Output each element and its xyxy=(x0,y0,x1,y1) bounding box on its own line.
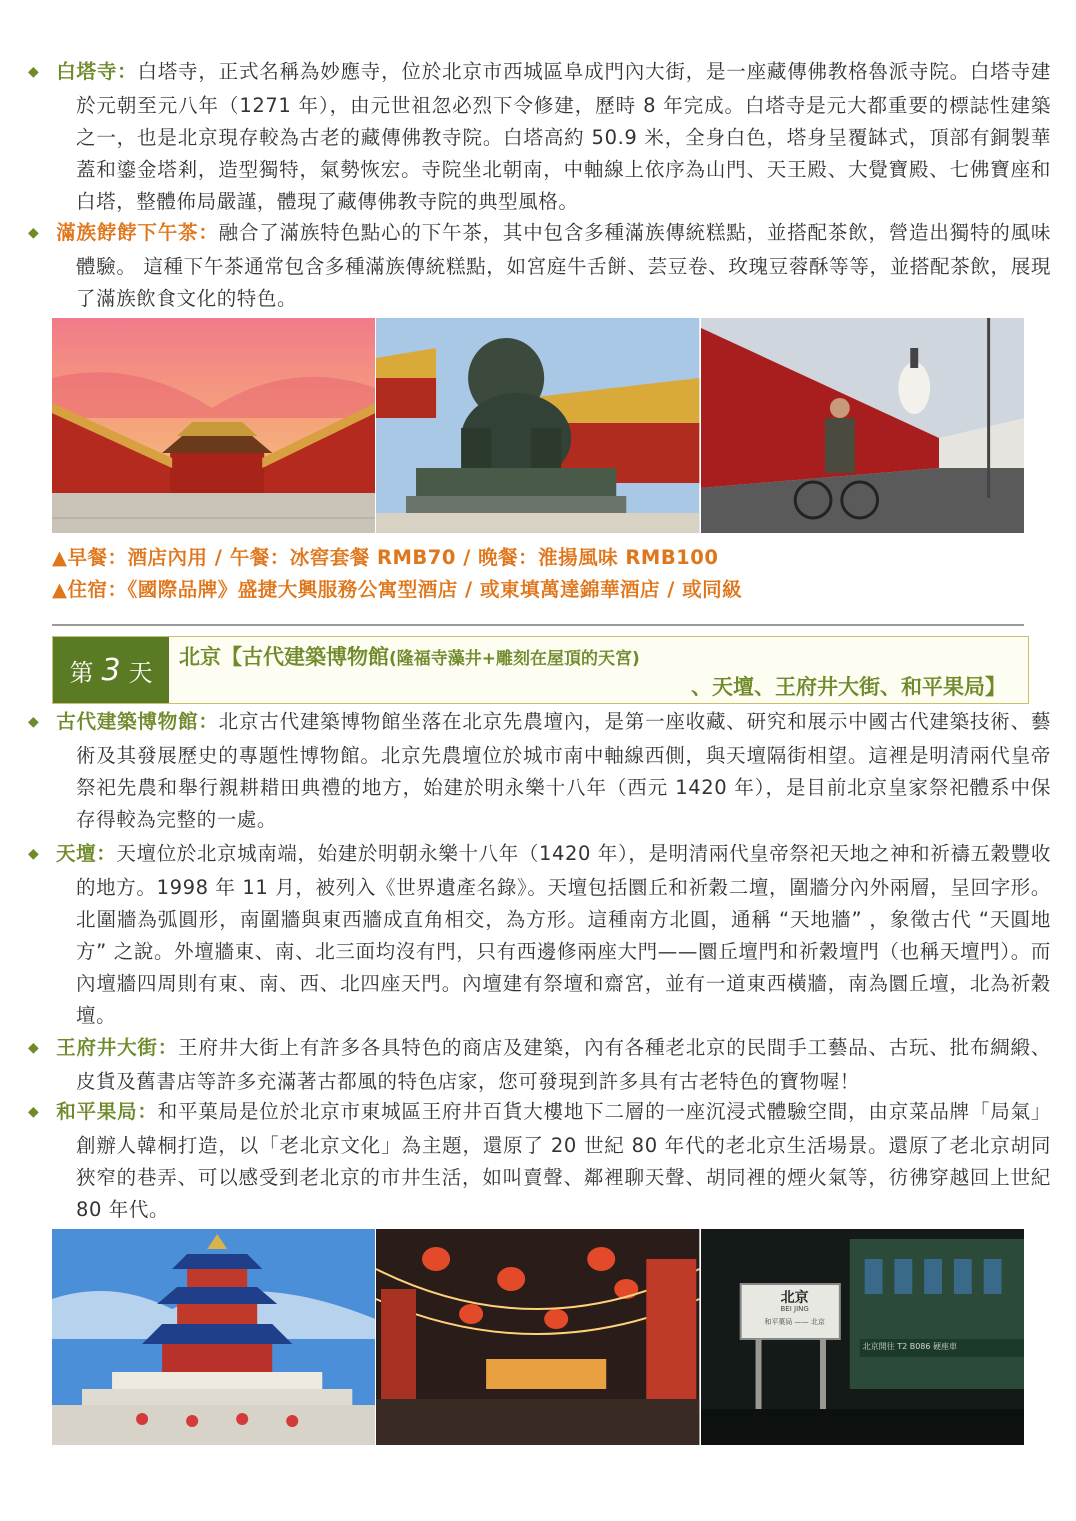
heping-heading: 和平果局： xyxy=(56,1100,158,1123)
lodging-line: ▲住宿：《國際品牌》盛捷大興服務公寓型酒店 / 或東填萬達錦華酒店 / 或同級 xyxy=(52,578,743,601)
manchu-tea-paragraph: ◆ 滿族餑餑下午茶：融合了滿族特色點心的下午茶，其中包含多種滿族傳統糕點，並搭配茶飲，營造出獨特的風味體驗。 這種下午茶通常包含多種滿族傳統糕點，如宮庭牛舌餅、芸豆卷、玫瑰豆蓉酥等等，並搭配茶飲，展現了滿族飲食文化的特色。 xyxy=(28,221,1051,310)
train-plate-text: 北京開往 T2 B086 硬座車 xyxy=(862,1342,958,1351)
heping-paragraph: ◆ 和平果局：和平菓局是位於北京市東城區王府井百貨大樓地下二層的一座沉浸式體驗空間，由京菜品牌「局氣」創辦人韓桐打造，以「老北京文化」為主題，還原了 20 世紀 80 年代的老北京生活場景。還原了老北京胡同狹窄的巷弄、可以感受到老北京的市井生活，如叫賣聲、鄰裡聊天聲、胡同裡的煙火氣等，彷彿穿越回上世紀 80 年代。 xyxy=(28,1100,1051,1221)
meals-line: ▲早餐：酒店內用 / 午餐：冰窖套餐 RMB70 / 晚餐：淮揚風味 RMB100 xyxy=(52,546,719,569)
wangfujing-text: 王府井大街上有許多各具特色的商店及建築，內有各種老北京的民間手工藝品、古玩、批布綢緞、皮貨及舊書店等許多充滿著古都風的特色店家，您可發現到許多具有古老特色的寶物喔！ xyxy=(76,1036,1051,1093)
heping-text: 和平菓局是位於北京市東城區王府井百貨大樓地下二層的一座沉浸式體驗空間，由京菜品牌「局氣」創辦人韓桐打造，以「老北京文化」為主題，還原了 20 世紀 80 年代的老北京生活場景。還原了老北京胡同狹窄的巷弄、可以感受到老北京的市井生活，如叫賣聲、鄰裡聊天聲、胡同裡的煙火氣等，彷彿穿越回上世紀 80 年代。 xyxy=(76,1100,1051,1221)
day-prefix: 第 xyxy=(69,658,94,687)
day-suffix: 天 xyxy=(128,658,153,687)
manchu-tea-heading: 滿族餑餑下午茶： xyxy=(56,221,219,244)
section-divider xyxy=(52,624,1024,626)
temple-heaven-paragraph: ◆ 天壇：天壇位於北京城南端，始建於明朝永樂十八年（1420 年），是明清兩代皇帝祭祀天地之神和祈禱五穀豐收的地方。1998 年 11 月，被列入《世界遺產名錄》。天壇包括圜丘和祈穀二壇，圍牆分內外兩層，呈回字形。北圍牆為弧圓形，南圍牆與東西牆成直角相交，為方形。這種南方北圓，通稱 “天地牆” ，象徵古代 “天圓地方” 之說。外壇牆東、南、北三面均沒有門，只有西邊修兩座大門——圜丘壇門和祈穀壇門（也稱天壇門）。而內壇牆四周則有東、南、西、北四座天門。內壇建有祭壇和齋宮，並有一道東西橫牆，南為圜丘壇，北為祈穀壇。 xyxy=(28,842,1051,1027)
photo-row-bottom xyxy=(52,1229,1024,1445)
museum-heading: 古代建築博物館： xyxy=(56,710,219,733)
temple-heaven-heading: 天壇： xyxy=(56,842,117,865)
day-badge xyxy=(53,637,169,703)
wangfujing-heading: 王府井大街： xyxy=(56,1036,179,1059)
bronze-lion-photo xyxy=(376,318,699,533)
wangfujing-paragraph: ◆ 王府井大街：王府井大街上有許多各具特色的商店及建築，內有各種老北京的民間手工藝品、古玩、批布綢緞、皮貨及舊書店等許多充滿著古都風的特色店家，您可發現到許多具有古老特色的寶物喔！ xyxy=(28,1036,1051,1093)
day-number: 3 xyxy=(101,652,121,688)
white-pagoda-paragraph: ◆ 白塔寺：白塔寺，正式名稱為妙應寺，位於北京市西城區阜成門內大街，是一座藏傳佛教格魯派寺院。白塔寺建於元朝至元八年（1271 年），由元世祖忽必烈下令修建，歷時 8 年完成。白塔寺是元大都重要的標誌性建築之一，也是北京現存較為古老的藏傳佛教寺院。白塔高約 50.9 米，全身白色，塔身呈覆缽式，頂部有銅製華蓋和鎏金塔剎，造型獨特，氣勢恢宏。寺院坐北朝南，中軸線上依序為山門、天王殿、大覺寶殿、七佛寶座和白塔，整體佈局嚴謹，體現了藏傳佛教寺院的典型風格。 xyxy=(28,60,1051,213)
red-wall-cyclist-photo xyxy=(701,318,1024,533)
temple-heaven-text: 天壇位於北京城南端，始建於明朝永樂十八年（1420 年），是明清兩代皇帝祭祀天地之神和祈禱五穀豐收的地方。1998 年 11 月，被列入《世界遺產名錄》。天壇包括圜丘和祈穀二壇，圍牆分內外兩層，呈回字形。北圍牆為弧圓形，南圍牆與東西牆成直角相交，為方形。這種南方北圓，通稱 “天地牆” ，象徵古代 “天圓地方” 之說。外壇牆東、南、北三面均沒有門，只有西邊修兩座大門——圜丘壇門和祈穀壇門（也稱天壇門）。而內壇牆四周則有東、南、西、北四座天門。內壇建有祭壇和齋宮，並有一道東西橫牆，南為圜丘壇，北為祈穀壇。 xyxy=(76,842,1051,1027)
day-header xyxy=(52,636,1029,704)
white-pagoda-heading: 白塔寺： xyxy=(56,60,138,83)
museum-paragraph: ◆ 古代建築博物館：北京古代建築博物館坐落在北京先農壇內，是第一座收藏、研究和展示中國古代建築技術、藝術及其發展歷史的專題性博物館。北京先農壇位於城市南中軸線西側，與天壇隔街相望。這裡是明清兩代皇帝祭祀先農和舉行親耕耤田典禮的地方，始建於明永樂十八年（西元 1420 年），是目前北京皇家祭祀體系中保存得較為完整的一處。 xyxy=(28,710,1051,831)
day-title-small: (隆福寺藻井+雕刻在屋頂的天宮) xyxy=(389,649,640,669)
wangfujing-lanterns-photo xyxy=(376,1229,699,1445)
day-title-line2: 、天壇、王府井大街、和平果局】 xyxy=(691,675,1006,699)
museum-text: 北京古代建築博物館坐落在北京先農壇內，是第一座收藏、研究和展示中國古代建築技術、藝術及其發展歷史的專題性博物館。北京先農壇位於城市南中軸線西側，與天壇隔街相望。這裡是明清兩代皇帝祭祀先農和舉行親耕耤田典禮的地方，始建於明永樂十八年（西元 1420 年），是目前北京皇家祭祀體系中保存得較為完整的一處。 xyxy=(76,710,1051,831)
photo-row-top xyxy=(52,318,1024,533)
white-pagoda-text: 白塔寺，正式名稱為妙應寺，位於北京市西城區阜成門內大街，是一座藏傳佛教格魯派寺院。白塔寺建於元朝至元八年（1271 年），由元世祖忽必烈下令修建，歷時 8 年完成。白塔寺是元大都重要的標誌性建築之一，也是北京現存較為古老的藏傳佛教寺院。白塔高約 50.9 米，全身白色，塔身呈覆缽式，頂部有銅製華蓋和鎏金塔剎，造型獨特，氣勢恢宏。寺院坐北朝南，中軸線上依序為山門、天王殿、大覺寶殿、七佛寶座和白塔，整體佈局嚴謹，體現了藏傳佛教寺院的典型風格。 xyxy=(76,60,1051,213)
day-title-line1 xyxy=(179,641,640,671)
station-sign-sub: 和平菓局 —— 北京 xyxy=(764,1318,825,1326)
heping-station-photo xyxy=(701,1229,1024,1445)
day-title-main: 北京【古代建築博物館 xyxy=(179,645,389,669)
station-sign-pinyin: BEI JING xyxy=(780,1305,809,1313)
station-sign-text: 北京 xyxy=(780,1290,809,1306)
forbidden-city-photo xyxy=(52,318,375,533)
manchu-tea-text: 融合了滿族特色點心的下午茶，其中包含多種滿族傳統糕點，並搭配茶飲，營造出獨特的風味體驗。 這種下午茶通常包含多種滿族傳統糕點，如宮庭牛舌餅、芸豆卷、玫瑰豆蓉酥等等，並搭配茶飲，展現了滿族飲食文化的特色。 xyxy=(76,221,1051,310)
temple-of-heaven-photo xyxy=(52,1229,375,1445)
